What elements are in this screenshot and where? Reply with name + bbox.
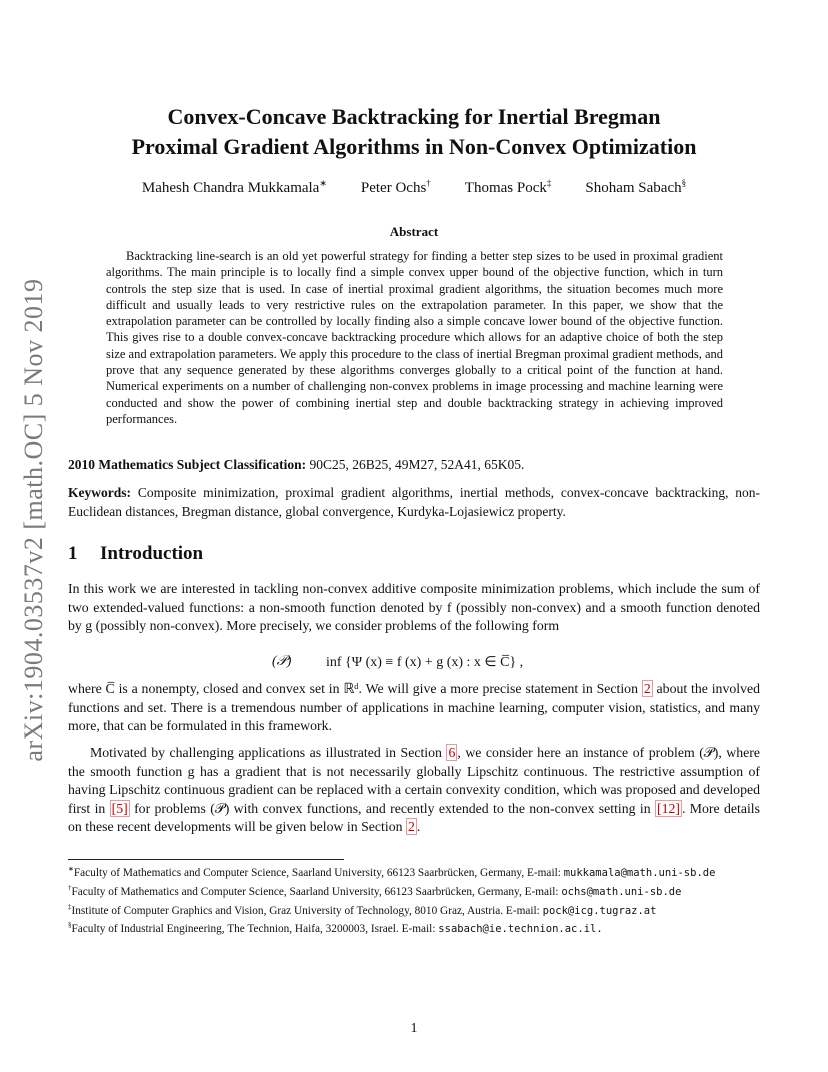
intro-paragraph-1: In this work we are interested in tackling non-convex additive composite minimization problems, which include the sum of two extended-valued functions: a non-smooth function denoted by f (possibly non-convex) and a smooth function denoted by g (possibly non-convex). More precisely, we consider problems of the following form [68, 581, 760, 634]
author: Mahesh Chandra Mukkamala∗ [141, 178, 327, 196]
email-link[interactable]: ochs@math.uni-sb.de [561, 885, 682, 898]
footnote: §Faculty of Industrial Engineering, The Technion, Haifa, 3200003, Israel. E-mail: ssabach@ie.technion.ac.il. [68, 921, 603, 936]
intro-paragraph-3: Motivated by challenging applications as illustrated in Section 6 , we consider here an instance of problem (𝒫), where the smooth function g has a gradient that is not necessarily globally Lipschitz continuous. The restrictive assumption of having Lipschitz continuous gradient can be replaced with a certain convexity condition, which was proposed and developed first in [5] for problems (𝒫) with convex functions, and recently extended to the non-convex setting in [12] . More details on these recent developments will be given below in Section 2 . [68, 745, 761, 835]
footnotes [68, 862, 760, 937]
section-link[interactable]: 2 [407, 819, 415, 835]
equation-body: inf {Ψ (x) ≡ f (x) + g (x) : x ∈ C̅} , [326, 655, 524, 670]
msc-classification [68, 457, 760, 473]
keywords-value: Composite minimization, proximal gradient algorithms, inertial methods, convex-concave backtracking, non-Euclidean distances, Bregman distance, global convergence, Kurdyka-Lojasiewicz property. [68, 485, 761, 519]
paper-title [60, 102, 768, 162]
keywords [68, 484, 760, 521]
author-list [60, 178, 768, 197]
email-link[interactable]: pock@icg.tugraz.at [542, 904, 657, 917]
page-number: 1 [410, 1021, 418, 1036]
msc-value: 90C25, 26B25, 49M27, 52A41, 65K05. [309, 457, 525, 472]
section-link[interactable]: 2 [643, 681, 651, 696]
section-title: Introduction [100, 543, 204, 564]
footnote: ∗Faculty of Mathematics and Computer Science, Saarland University, 66123 Saarbrücken, Germany, E-mail: mukkamala@math.uni-sb.de [68, 865, 716, 879]
footnote-divider [68, 859, 344, 860]
abstract-text: Backtracking line-search is an old yet powerful strategy for finding a better step sizes to be used in proximal gradient algorithms. The main principle is to locally find a simple convex upper bound of the objective function, which in turn controls the step size that is used. In case of inertial proximal gradient algorithms, the situation becomes much more difficult and usually leads to very restrictive rules on the extrapolation parameter. In this paper, we show that the extrapolation parameter can be controlled by locally finding also a simple concave lower bound of the objective function. This gives rise to a double convex-concave backtracking procedure which allows for an adaptive choice of both the step size and extrapolation parameters. We apply this procedure to the class of inertial Bregman proximal gradient methods, and prove that any sequence generated by these algorithms converges globally to a critical point of the function at hand. Numerical experiments on a number of challenging non-convex problems in image processing and machine learning were conducted and show the power of combining inertial step and double backtracking strategy in achieving improved performances. [106, 249, 723, 426]
citation-link[interactable]: [5] [111, 800, 128, 816]
email-link[interactable]: ssabach@ie.technion.ac.il. [438, 923, 603, 936]
author: Thomas Pock‡ [464, 178, 552, 196]
author-footnote-mark[interactable]: ∗ [319, 178, 327, 188]
author: Shoham Sabach§ [585, 178, 687, 196]
problem-equation [68, 654, 760, 676]
section-number: 1 [68, 543, 78, 564]
section-heading [68, 543, 203, 565]
intro-paragraph-2: where C̅ is a nonempty, closed and convex set in ℝᵈ. We will give a more precise statement in Section 2 about the involved functions and set. There is a tremendous number of applications in machine learning, computer vision, statistics, and many more, that can be formulated in this framework. [68, 681, 760, 734]
author-footnote-mark[interactable]: ‡ [546, 178, 552, 188]
footnote: ‡Institute of Computer Graphics and Vision, Graz University of Technology, 8010 Graz, Austria. E-mail: pock@icg.tugraz.at [68, 902, 657, 917]
arxiv-identifier: arXiv:1904.03537v2 [math.OC] 5 Nov 2019 [19, 278, 48, 762]
equation-label: (𝒫) [272, 654, 292, 669]
author-footnote-mark[interactable]: § [681, 178, 687, 188]
section-link[interactable]: 6 [448, 745, 456, 760]
footnote: †Faculty of Mathematics and Computer Science, Saarland University, 66123 Saarbrücken, Germany, E-mail: ochs@math.uni-sb.de [68, 883, 682, 898]
author: Peter Ochs† [360, 178, 431, 196]
abstract-heading: Abstract [389, 224, 439, 239]
citation-link[interactable]: [12] [656, 800, 680, 816]
keywords-label: Keywords: [68, 485, 131, 500]
email-link[interactable]: mukkamala@math.uni-sb.de [563, 866, 716, 879]
title-line-2: Proximal Gradient Algorithms in Non-Convex Optimization [131, 134, 697, 159]
msc-label: 2010 Mathematics Subject Classification: [68, 457, 307, 472]
title-line-1: Convex-Concave Backtracking for Inertial Bregman [167, 104, 661, 129]
author-footnote-mark[interactable]: † [426, 178, 431, 188]
